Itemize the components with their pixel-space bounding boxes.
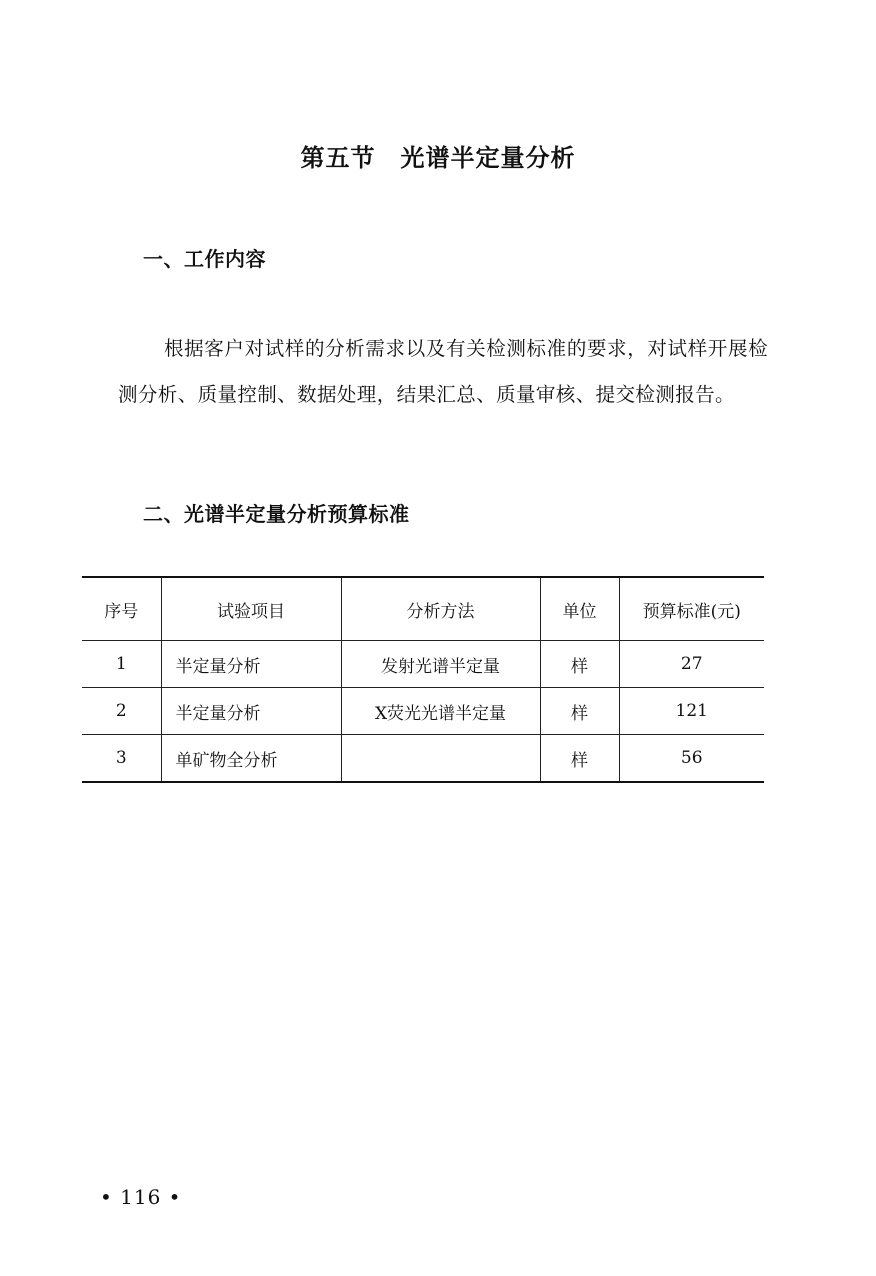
header-index: 序号 xyxy=(82,577,161,641)
budget-table xyxy=(82,576,764,783)
cell-test-item: 单矿物全分析 xyxy=(161,735,341,783)
cell-index: 2 xyxy=(82,688,161,735)
header-test-item: 试验项目 xyxy=(161,577,341,641)
cell-index: 3 xyxy=(82,735,161,783)
table-row xyxy=(82,735,764,783)
cell-analysis-method: X荧光光谱半定量 xyxy=(341,688,540,735)
cell-test-item: 半定量分析 xyxy=(161,688,341,735)
cell-budget: 121 xyxy=(619,688,764,735)
work-content-paragraph: 根据客户对试样的分析需求以及有关检测标准的要求，对试样开展检测分析、质量控制、数据处理，结果汇总、质量审核、提交检测报告。 xyxy=(118,337,768,406)
heading-budget-standard: 二、光谱半定量分析预算标准 xyxy=(143,502,410,526)
header-analysis-method: 分析方法 xyxy=(341,577,540,641)
section-title: 第五节 光谱半定量分析 xyxy=(300,144,576,172)
cell-analysis-method xyxy=(341,735,540,783)
cell-test-item: 半定量分析 xyxy=(161,641,341,688)
cell-analysis-method: 发射光谱半定量 xyxy=(341,641,540,688)
header-unit: 单位 xyxy=(540,577,619,641)
table-row xyxy=(82,641,764,688)
heading-work-content: 一、工作内容 xyxy=(143,247,266,271)
header-budget-standard: 预算标准(元) xyxy=(619,577,764,641)
cell-index: 1 xyxy=(82,641,161,688)
table-header-row xyxy=(82,577,764,641)
cell-unit: 样 xyxy=(540,735,619,783)
table-row xyxy=(82,688,764,735)
cell-unit: 样 xyxy=(540,641,619,688)
page-number: • 116 • xyxy=(100,1185,182,1209)
cell-unit: 样 xyxy=(540,688,619,735)
cell-budget: 56 xyxy=(619,735,764,783)
cell-budget: 27 xyxy=(619,641,764,688)
